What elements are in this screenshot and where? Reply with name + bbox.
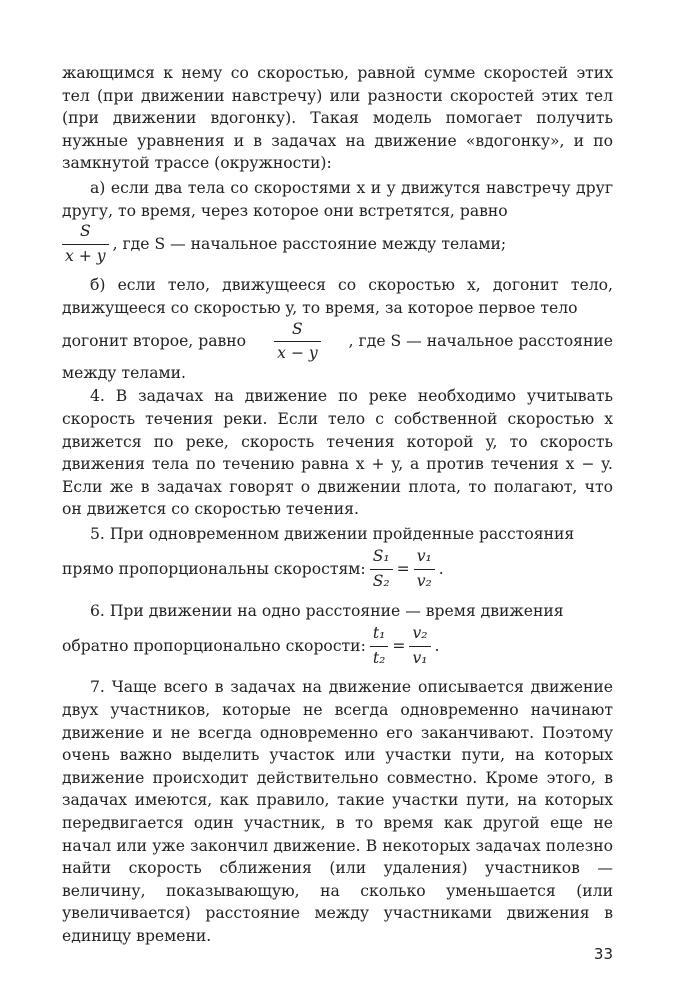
- fraction-s1-over-s2: [370, 549, 393, 589]
- fraction-numerator: S: [79, 222, 91, 241]
- fraction-v1-over-v2: [414, 549, 435, 589]
- item-b-formula-line: [62, 319, 613, 363]
- item-a-formula-line: [62, 224, 613, 264]
- fraction-denominator: x − y: [277, 344, 318, 363]
- equals-sign: =: [396, 560, 410, 579]
- fraction-denominator: v₂: [416, 572, 432, 591]
- item-b-tail: между телами.: [62, 363, 186, 382]
- fraction-s-over-x-plus-y: [62, 224, 109, 264]
- page-number: 33: [593, 945, 613, 963]
- item-6-before-text: обратно пропорционально скорости:: [62, 637, 366, 656]
- item-7-paragraph: 7. Чаще всего в задачах на движение описывается движение двух участников, которые не всегда одновременно начинают движение и не всегда одновременно его заканчивают. Поэтому очень важно выделить участок или участки пути, на которых движение происходит действительно совместно. Кроме этого, в задачах имеются, как правило, такие участки пути, на которых передвигается один участник, в то время как другой еще не начал или уже закончил движение. В некоторых задачах полезно найти скорость сближения (или удаления) участников — величину, показывающую, на сколько уменьшается (или увеличивается) расстояние между участниками движения в единицу времени.: [62, 678, 613, 945]
- intro-paragraph: жающимся к нему со скоростью, равной сумме скоростей этих тел (при движении навстречу) или разности скоростей этих тел (при движении вдогонку). Такая модель помогает получить нужные уравнения и в задачах на движение «вдогонку», и по замкнутой трассе (окружности):: [62, 64, 613, 173]
- fraction-denominator: x + y: [65, 246, 106, 265]
- item-5-formula-line: [62, 549, 613, 589]
- equals-sign: =: [392, 637, 406, 656]
- item-a-after-text: , где S — начальное расстояние между телами;: [112, 234, 507, 253]
- period: .: [438, 560, 444, 579]
- fraction-v2-over-v1: [409, 626, 430, 666]
- fraction-numerator: S: [292, 319, 303, 338]
- item-6-paragraph: 6. При движении на одно расстояние — время движения: [90, 601, 564, 620]
- fraction-denominator: S₂: [372, 572, 390, 591]
- fraction-denominator: v₁: [412, 648, 428, 667]
- fraction-s-over-x-minus-y: [274, 319, 321, 363]
- fraction-numerator: v₁: [416, 547, 432, 566]
- item-5-before-text: прямо пропорциональны скоростям:: [62, 560, 366, 579]
- item-5-paragraph: 5. При одновременном движении пройденные расстояния: [90, 524, 575, 543]
- item-4-paragraph: 4. В задачах на движение по реке необходимо учитывать скорость течения реки. Если тело с собственной скоростью x движется по реке, скорость течения которой y, то скорость движения тела по течению равна x + y, а против течения x − y. Если же в задачах говорят о движении плота, то полагают, что он движется со скоростью течения.: [62, 387, 613, 519]
- item-b-before-text: догонит второе, равно: [62, 332, 247, 351]
- item-a-paragraph: а) если два тела со скоростями x и y движутся навстречу друг другу, то время, через которое они встретятся, равно: [62, 178, 613, 220]
- item-6-formula-line: [62, 626, 613, 666]
- item-b-after-text: , где S — начальное расстояние: [348, 332, 613, 351]
- fraction-denominator: t₂: [372, 648, 386, 667]
- fraction-t1-over-t2: [370, 626, 389, 666]
- fraction-numerator: t₁: [372, 624, 386, 643]
- fraction-numerator: v₂: [412, 624, 428, 643]
- page-content: [62, 62, 613, 948]
- item-b-paragraph: б) если тело, движущееся со скоростью x, догонит тело, движущееся со скоростью y, то время, за которое первое тело: [62, 276, 613, 317]
- period: .: [434, 637, 440, 656]
- fraction-numerator: S₁: [372, 547, 390, 566]
